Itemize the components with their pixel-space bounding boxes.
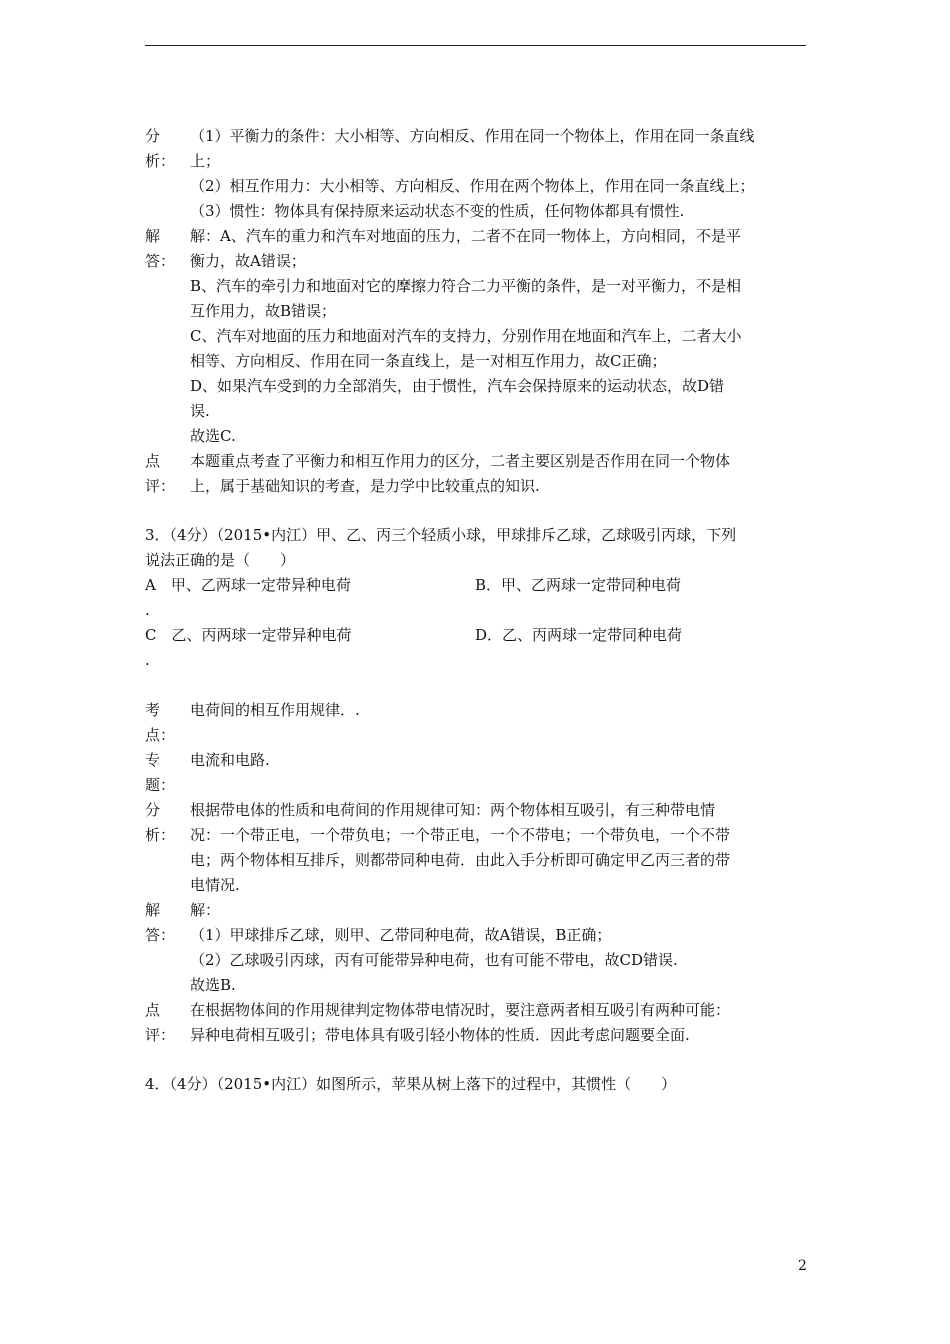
question-line: 说法正确的是（ ） <box>145 551 296 569</box>
label: 析： <box>145 826 176 844</box>
q2-comment-section <box>145 449 810 499</box>
solution-line: 衡力，故A错误； <box>190 252 306 270</box>
analysis-line: （3）惯性：物体具有保持原来运动状态不变的性质，任何物体都具有惯性. <box>190 202 685 220</box>
q4-stem <box>145 1072 810 1097</box>
label: 解 <box>145 901 161 919</box>
zhuanti-text: 电流和电路. <box>190 751 270 769</box>
q3-solution-section <box>145 898 810 998</box>
comment-line: 在根据物体间的作用规律判定物体带电情况时，要注意两者相互吸引有两种可能： <box>190 1001 731 1019</box>
q3-stem <box>145 523 810 573</box>
solution-line: 解： <box>190 901 221 919</box>
option-b: B．甲、乙两球一定带同种电荷 <box>475 576 682 594</box>
q3-zhuanti-section <box>145 748 810 798</box>
label: 答： <box>145 926 176 944</box>
option-a: A 甲、乙两球一定带异种电荷 <box>145 576 351 594</box>
q3-comment-section <box>145 998 810 1048</box>
label: 分 <box>145 127 161 145</box>
analysis-line: 况：一个带正电，一个带负电；一个带正电，一个不带电；一个带负电，一个不带 <box>190 826 731 844</box>
analysis-line: （2）相互作用力：大小相等、方向相反、作用在两个物体上，作用在同一条直线上； <box>190 177 755 195</box>
analysis-line: 电情况. <box>190 876 240 894</box>
q3-kaodian-section <box>145 698 810 748</box>
solution-line: C、汽车对地面的压力和地面对汽车的支持力，分别作用在地面和汽车上，二者大小 <box>190 327 742 345</box>
label: 专 <box>145 751 161 769</box>
label: 评： <box>145 1026 176 1044</box>
question-line: 3．（4分）（2015•内江）甲、乙、丙三个轻质小球，甲球排斥乙球，乙球吸引丙球，下列 <box>145 526 737 544</box>
label: 解 <box>145 227 161 245</box>
analysis-line: 根据带电体的性质和电荷间的作用规律可知：两个物体相互吸引，有三种带电情 <box>190 801 716 819</box>
label: 点： <box>145 726 176 744</box>
label: 考 <box>145 701 161 719</box>
option-dot: . <box>145 601 150 619</box>
kaodian-text: 电荷间的相互作用规律．. <box>190 701 360 719</box>
solution-line: 互作用力，故B错误； <box>190 302 337 320</box>
q2-solution-section <box>145 224 810 449</box>
label: 点 <box>145 1001 161 1019</box>
q3-options <box>145 573 810 673</box>
label: 分 <box>145 801 161 819</box>
analysis-line: 上； <box>190 152 221 170</box>
analysis-line: 电；两个物体相互排斥，则都带同种电荷．由此入手分析即可确定甲乙丙三者的带 <box>190 851 731 869</box>
header-rule <box>145 45 806 46</box>
option-c: C 乙、丙两球一定带异种电荷 <box>145 626 352 644</box>
page-number: 2 <box>798 1258 807 1274</box>
comment-line: 本题重点考查了平衡力和相互作用力的区分，二者主要区别是否作用在同一个物体 <box>190 452 731 470</box>
label: 析： <box>145 152 176 170</box>
solution-line: （2）乙球吸引丙球，丙有可能带异种电荷，也有可能不带电，故CD错误. <box>190 951 678 969</box>
label: 答： <box>145 252 176 270</box>
solution-line: 误. <box>190 402 210 420</box>
solution-line: B、汽车的牵引力和地面对它的摩擦力符合二力平衡的条件，是一对平衡力，不是相 <box>190 277 742 295</box>
question-line: 4．（4分）（2015•内江）如图所示，苹果从树上落下的过程中，其惯性（ ） <box>145 1075 677 1093</box>
label: 点 <box>145 452 161 470</box>
solution-line: D、如果汽车受到的力全部消失，由于惯性，汽车会保持原来的运动状态，故D错 <box>190 377 725 395</box>
option-d: D．乙、丙两球一定带同种电荷 <box>475 626 683 644</box>
q3-analysis-section <box>145 798 810 898</box>
q2-analysis-section <box>145 124 810 224</box>
comment-line: 上，属于基础知识的考查，是力学中比较重点的知识. <box>190 477 540 495</box>
label: 评： <box>145 477 176 495</box>
solution-line: 相等、方向相反、作用在同一条直线上，是一对相互作用力，故C正确； <box>190 352 667 370</box>
solution-line: 解：A、汽车的重力和汽车对地面的压力，二者不在同一物体上，方向相同，不是平 <box>190 227 741 245</box>
comment-line: 异种电荷相互吸引；带电体具有吸引轻小物体的性质．因此考虑问题要全面. <box>190 1026 690 1044</box>
solution-line: （1）甲球排斥乙球，则甲、乙带同种电荷，故A错误，B正确； <box>190 926 612 944</box>
label: 题： <box>145 776 176 794</box>
option-dot: . <box>145 651 150 669</box>
analysis-line: （1）平衡力的条件：大小相等、方向相反、作用在同一个物体上，作用在同一条直线 <box>190 127 755 145</box>
solution-line: 故选C. <box>190 427 236 445</box>
solution-line: 故选B. <box>190 976 236 994</box>
